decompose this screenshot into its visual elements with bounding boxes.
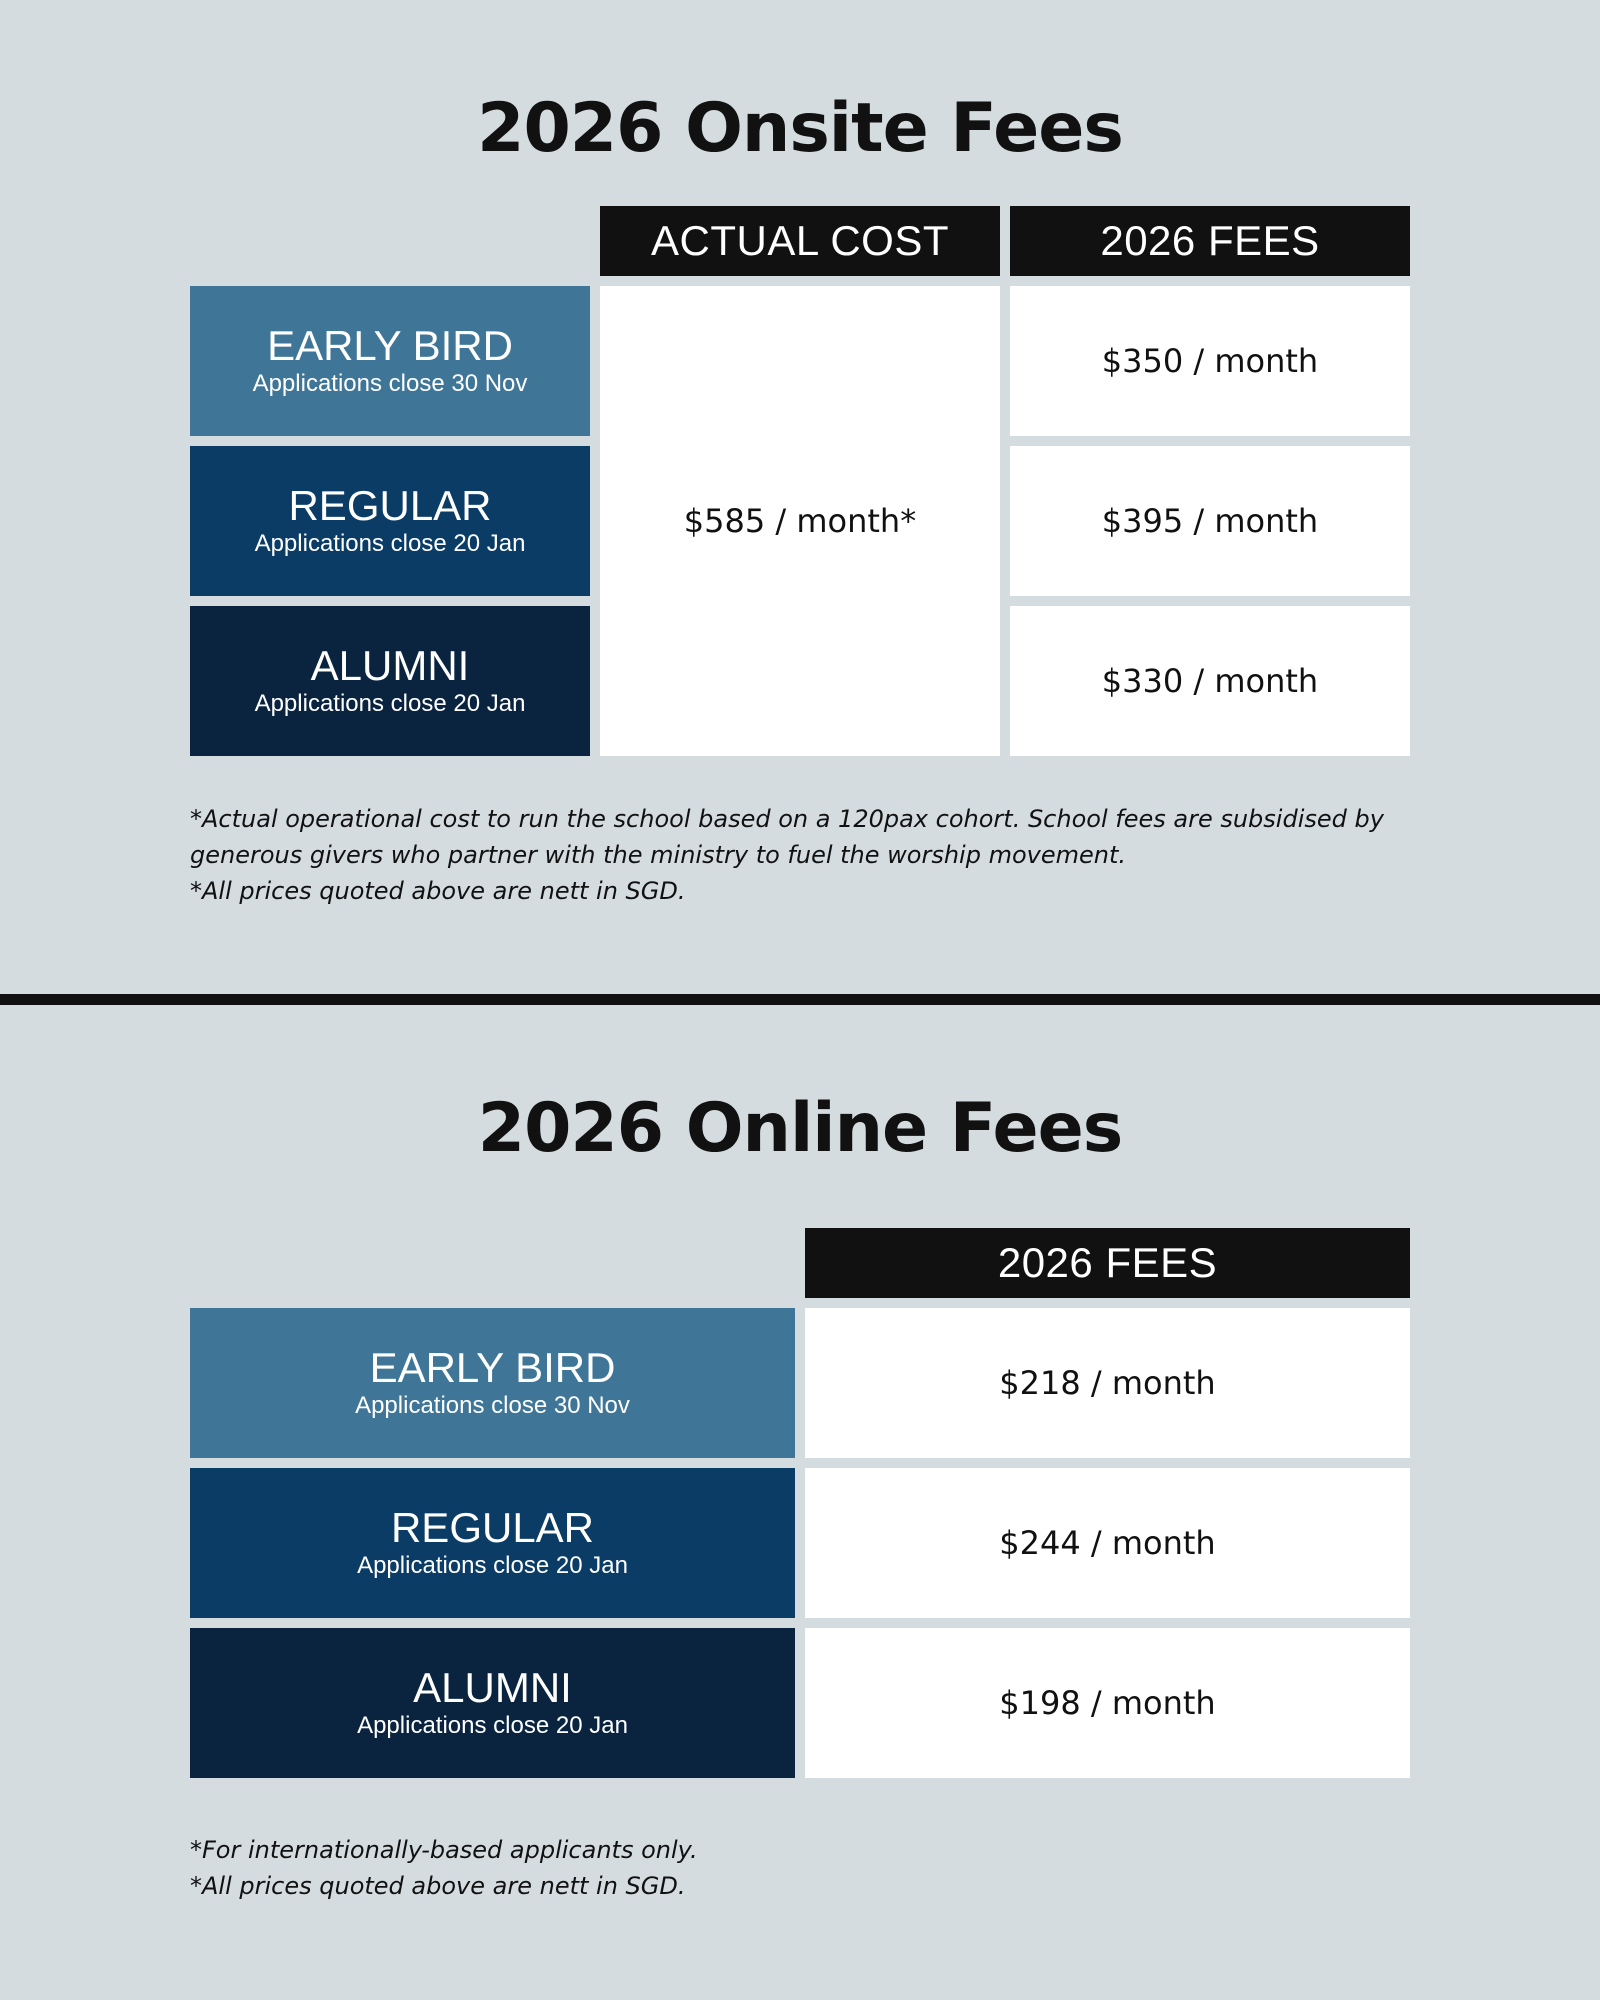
- tier-deadline: Applications close 20 Jan: [357, 1711, 628, 1739]
- onsite-fee-early-bird: [1010, 286, 1410, 436]
- fee-value: $244 / month: [999, 1524, 1216, 1562]
- onsite-title: 2026 Onsite Fees: [477, 89, 1123, 168]
- tier-name: EARLY BIRD: [369, 1343, 616, 1391]
- tier-deadline: Applications close 20 Jan: [357, 1551, 628, 1579]
- onsite-actual-cost-cell: [600, 286, 1000, 756]
- tier-deadline: Applications close 20 Jan: [254, 529, 526, 557]
- online-fee-early-bird: [805, 1308, 1410, 1458]
- onsite-footnotes: [190, 801, 1450, 909]
- onsite-header-fees: 2026 FEES: [1010, 206, 1410, 276]
- fee-value: $350 / month: [1101, 342, 1319, 380]
- tier-name: REGULAR: [390, 1503, 595, 1551]
- fee-value: $198 / month: [999, 1684, 1216, 1722]
- onsite-header-actual-cost: ACTUAL COST: [600, 206, 1000, 276]
- footnote-line: *Actual operational cost to run the school based on a 120pax cohort. School fees are subsidised by: [190, 805, 1384, 833]
- online-header-fees: 2026 FEES: [805, 1228, 1410, 1298]
- online-fee-alumni: [805, 1628, 1410, 1778]
- onsite-tier-regular: [190, 446, 590, 596]
- online-tier-alumni: [190, 1628, 795, 1778]
- onsite-fee-regular: [1010, 446, 1410, 596]
- tier-deadline: Applications close 30 Nov: [252, 369, 528, 397]
- onsite-fee-alumni: [1010, 606, 1410, 756]
- online-tier-regular: [190, 1468, 795, 1618]
- tier-name: ALUMNI: [310, 641, 470, 689]
- tier-name: REGULAR: [288, 481, 492, 529]
- online-tier-early-bird: [190, 1308, 795, 1458]
- footnote-line: generous givers who partner with the ministry to fuel the worship movement.: [190, 841, 1126, 869]
- online-title: 2026 Online Fees: [477, 1089, 1123, 1168]
- online-fee-regular: [805, 1468, 1410, 1618]
- tier-deadline: Applications close 30 Nov: [355, 1391, 630, 1419]
- footnote-line: *All prices quoted above are nett in SGD.: [190, 877, 686, 905]
- fee-value: $218 / month: [999, 1364, 1216, 1402]
- actual-cost-value: $585 / month*: [683, 502, 917, 540]
- section-divider: [0, 994, 1600, 1005]
- tier-deadline: Applications close 20 Jan: [254, 689, 526, 717]
- online-footnotes: [190, 1832, 1450, 1904]
- onsite-tier-early-bird: [190, 286, 590, 436]
- tier-name: EARLY BIRD: [267, 321, 513, 369]
- onsite-tier-alumni: [190, 606, 590, 756]
- fee-value: $395 / month: [1101, 502, 1319, 540]
- footnote-line: *All prices quoted above are nett in SGD.: [190, 1872, 686, 1900]
- footnote-line: *For internationally-based applicants only.: [190, 1836, 698, 1864]
- fee-value: $330 / month: [1101, 662, 1319, 700]
- tier-name: ALUMNI: [413, 1663, 572, 1711]
